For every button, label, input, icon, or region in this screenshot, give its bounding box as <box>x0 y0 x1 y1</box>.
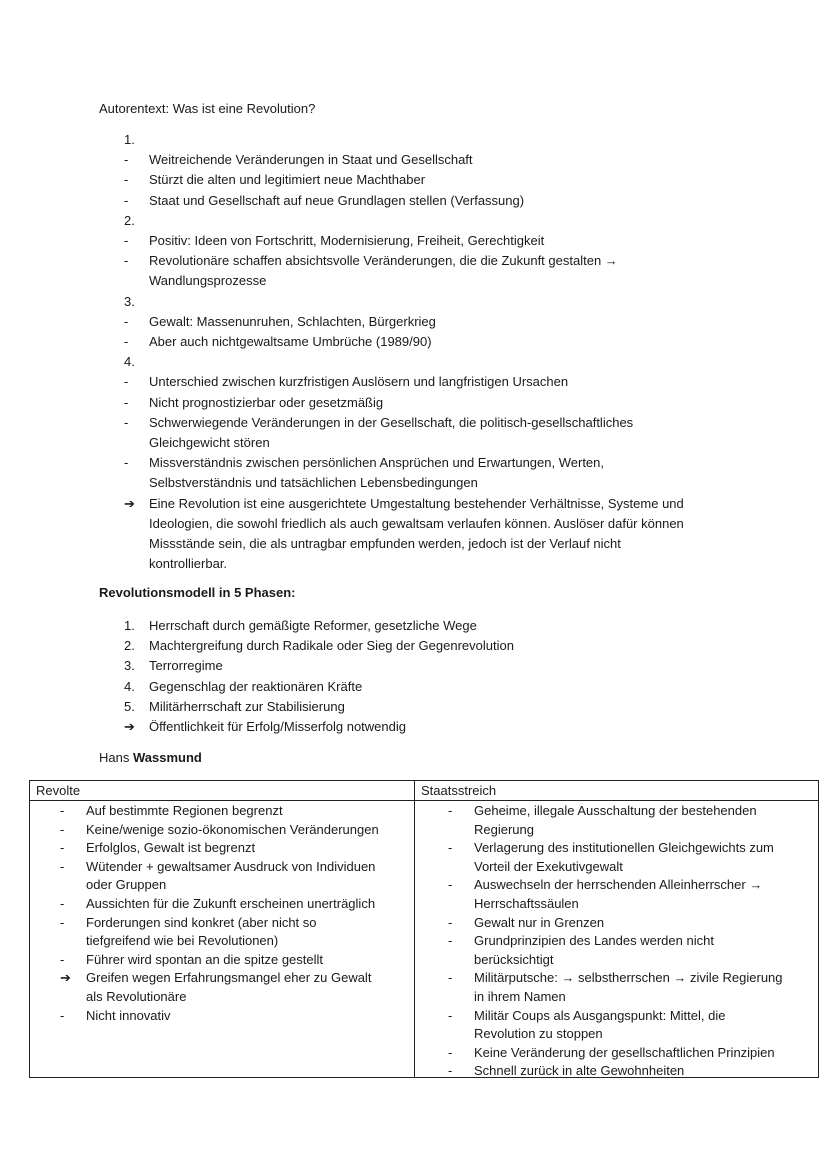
text-line: Revolutionäre schaffen absichtsvolle Veränderungen, die die Zukunft gestalten → <box>149 253 618 269</box>
table-item <box>30 802 414 821</box>
list-item <box>99 393 739 413</box>
text-line: Selbstverständnis und tatsächlichen Lebensbedingungen <box>149 475 478 491</box>
text-line: Auf bestimmte Regionen begrenzt <box>86 803 283 818</box>
table-item <box>30 969 414 1006</box>
table-item <box>415 802 818 839</box>
phase-item <box>99 717 739 737</box>
staatsstreich-items <box>415 801 818 1081</box>
list-item-text <box>149 413 739 453</box>
list-item <box>99 372 739 392</box>
text-line: Nicht prognostizierbar oder gesetzmäßig <box>149 394 384 410</box>
revolte-column <box>30 781 415 1077</box>
phases-list <box>99 616 739 737</box>
text-line: Ideologien, die sowohl friedlich als auch gewaltsam verlaufen können. Auslöser dafür können <box>149 515 684 531</box>
dash-marker: - <box>448 914 453 930</box>
list-item-text <box>149 312 739 332</box>
phase-text: Herrschaft durch gemäßigte Reformer, gesetzliche Wege <box>149 618 477 633</box>
dash-marker: - <box>124 253 129 269</box>
dash-marker: - <box>60 914 65 930</box>
table-item <box>415 932 818 969</box>
list-item-text <box>149 494 739 575</box>
list-item <box>99 413 739 453</box>
text-line: Gewalt nur in Grenzen <box>474 914 605 930</box>
page-title: Autorentext: Was ist eine Revolution? <box>99 101 316 116</box>
list-item-text <box>149 251 739 291</box>
text-line: Militärputsche: → selbstherrschen → zivile Regierung <box>474 970 783 986</box>
list-item-text <box>149 170 739 190</box>
list-item-text <box>149 393 739 413</box>
phase-number: 2. <box>124 638 135 654</box>
table-item-text <box>86 839 414 858</box>
table-item <box>30 914 414 951</box>
dash-marker: - <box>60 951 65 967</box>
phase-item <box>99 636 739 656</box>
text-line: Vorteil der Exekutivgewalt <box>474 858 623 874</box>
author-last-name: Wassmund <box>132 750 202 765</box>
dash-marker: - <box>60 895 65 911</box>
table-item-text <box>86 895 414 914</box>
table-item <box>415 914 818 933</box>
text-line: Gewalt: Massenunruhen, Schlachten, Bürgerkrieg <box>149 313 436 329</box>
phase-text: Machtergreifung durch Radikale oder Sieg der Gegenrevolution <box>149 638 514 654</box>
text-line: Herrschaftssäulen <box>474 895 579 911</box>
staatsstreich-header: Staatsstreich <box>415 781 818 801</box>
text-line: Geheime, illegale Ausschaltung der bestehenden <box>474 803 757 818</box>
list-item-text <box>149 453 739 493</box>
table-item-text <box>86 821 414 840</box>
dash-marker: - <box>124 233 129 249</box>
section-number: 2. <box>124 212 135 228</box>
table-item <box>415 839 818 876</box>
list-item-text <box>149 191 739 211</box>
phase-text: Militärherrschaft zur Stabilisierung <box>149 698 345 714</box>
arrow-icon: ➔ <box>124 495 135 511</box>
phases-heading: Revolutionsmodell in 5 Phasen: <box>99 585 296 600</box>
list-item <box>99 170 739 190</box>
section-number: 3. <box>124 293 135 309</box>
table-item <box>415 1044 818 1063</box>
text-line: Wütender + gewaltsamer Ausdruck von Individuen <box>86 858 376 874</box>
revolte-header: Revolte <box>30 781 414 801</box>
text-line: Keine Veränderung der gesellschaftlichen Prinzipien <box>474 1044 775 1060</box>
text-line: Erfolglos, Gewalt ist begrenzt <box>86 840 256 856</box>
list-item <box>99 150 739 170</box>
phase-text: Gegenschlag der reaktionären Kräfte <box>149 678 363 694</box>
list-item <box>99 191 739 211</box>
phase-number: 3. <box>124 658 135 674</box>
text-line: Weitreichende Veränderungen in Staat und Gesellschaft <box>149 152 473 168</box>
dash-marker: - <box>448 877 453 893</box>
text-line: Eine Revolution ist eine ausgerichtete Umgestaltung bestehender Verhältnisse, Systeme und <box>149 495 684 511</box>
arrow-icon: ➔ <box>124 719 135 735</box>
table-item-text <box>474 839 818 876</box>
arrow-icon: ➔ <box>60 970 71 986</box>
table-item-text <box>474 932 818 969</box>
text-line: Aber auch nichtgewaltsame Umbrüche (1989/90) <box>149 334 432 350</box>
text-line: Verlagerung des institutionellen Gleichgewichts zum <box>474 840 774 856</box>
phase-item <box>99 616 739 636</box>
table-item-text <box>474 914 818 933</box>
text-line: Wandlungsprozesse <box>149 273 267 289</box>
list-item-text <box>149 372 739 392</box>
conclusion-item <box>99 494 739 575</box>
table-item-text <box>86 1007 414 1026</box>
text-line: Führer wird spontan an die spitze gestellt <box>86 951 324 967</box>
text-line: Militär Coups als Ausgangspunkt: Mittel, die <box>474 1007 726 1023</box>
text-line: Grundprinzipien des Landes werden nicht <box>474 933 714 949</box>
text-line: Greifen wegen Erfahrungsmangel eher zu Gewalt <box>86 970 372 986</box>
text-line: als Revolutionäre <box>86 988 187 1004</box>
table-item-text <box>86 914 414 951</box>
list-item <box>99 312 739 332</box>
table-item <box>415 969 818 1006</box>
list-item-text <box>149 332 739 352</box>
section-number: 1. <box>124 132 135 147</box>
text-line: kontrollierbar. <box>149 556 228 572</box>
text-line: Aussichten für die Zukunft erscheinen unerträglich <box>86 895 376 911</box>
dash-marker: - <box>124 172 129 188</box>
section-number: 4. <box>124 354 135 370</box>
list-item <box>99 332 739 352</box>
text-line: Schwerwiegende Veränderungen in der Gesellschaft, die politisch-gesellschaftliches <box>149 414 634 430</box>
table-item <box>30 821 414 840</box>
dash-marker: - <box>448 933 453 949</box>
dash-marker: - <box>60 840 65 856</box>
text-line: Gleichgewicht stören <box>149 435 270 451</box>
dash-marker: - <box>448 840 453 856</box>
list-item <box>99 231 739 251</box>
table-item-text <box>86 858 414 895</box>
dash-marker: - <box>448 803 453 818</box>
author-line <box>99 749 202 767</box>
dash-marker: - <box>124 374 129 390</box>
list-item-text <box>149 150 739 170</box>
text-line: Revolution zu stoppen <box>474 1026 603 1042</box>
text-line: oder Gruppen <box>86 877 167 893</box>
dash-marker: - <box>124 313 129 329</box>
table-item-text <box>474 1062 818 1081</box>
text-line: Keine/wenige sozio-ökonomischen Veränderungen <box>86 821 379 837</box>
table-item <box>30 951 414 970</box>
table-item <box>415 1007 818 1044</box>
phase-item <box>99 697 739 717</box>
text-line: Forderungen sind konkret (aber nicht so <box>86 914 317 930</box>
text-line: Missverständnis zwischen persönlichen Ansprüchen und Erwartungen, Werten, <box>149 455 604 471</box>
dash-marker: - <box>60 858 65 874</box>
table-item <box>30 895 414 914</box>
phase-item <box>99 677 739 697</box>
text-line: in ihrem Namen <box>474 988 566 1004</box>
dash-marker: - <box>124 455 129 471</box>
text-line: Nicht innovativ <box>86 1007 171 1023</box>
dash-marker: - <box>448 1063 453 1079</box>
phase-number: 4. <box>124 678 135 694</box>
phase-text: Öffentlichkeit für Erfolg/Misserfolg notwendig <box>149 719 406 735</box>
comparison-table <box>29 780 819 1078</box>
text-line: tiefgreifend wie bei Revolutionen) <box>86 933 279 949</box>
text-line: Positiv: Ideen von Fortschritt, Modernisierung, Freiheit, Gerechtigkeit <box>149 233 545 249</box>
dash-marker: - <box>124 414 129 430</box>
dash-marker: - <box>60 803 65 818</box>
staatsstreich-column <box>415 781 818 1077</box>
text-line: Staat und Gesellschaft auf neue Grundlagen stellen (Verfassung) <box>149 192 525 208</box>
list-item-text <box>149 231 739 251</box>
list-item <box>99 453 739 493</box>
table-item-text <box>474 1007 818 1044</box>
table-item-text <box>474 876 818 913</box>
table-item <box>30 858 414 895</box>
table-item-text <box>474 802 818 839</box>
text-line: Unterschied zwischen kurzfristigen Auslösern und langfristigen Ursachen <box>149 374 569 390</box>
table-item <box>30 1007 414 1026</box>
table-item-text <box>86 951 414 970</box>
text-line: Schnell zurück in alte Gewohnheiten <box>474 1063 685 1079</box>
text-line: Stürzt die alten und legitimiert neue Machthaber <box>149 172 426 188</box>
phase-text: Terrorregime <box>149 658 223 674</box>
dash-marker: - <box>124 192 129 208</box>
table-item-text <box>474 1044 818 1063</box>
text-line: berücksichtigt <box>474 951 554 967</box>
text-line: Missstände sein, die als untragbar empfunden werden, jedoch ist der Verlauf nicht <box>149 536 621 552</box>
table-item <box>415 876 818 913</box>
dash-marker: - <box>124 394 129 410</box>
list-item <box>99 251 739 291</box>
text-line: Auswechseln der herrschenden Alleinherrscher → <box>474 877 763 893</box>
table-item-text <box>474 969 818 1006</box>
author-first-name: Hans <box>99 750 130 765</box>
table-item <box>415 1062 818 1081</box>
dash-marker: - <box>60 1007 65 1023</box>
table-item-text <box>86 802 414 821</box>
revolte-items <box>30 801 414 1025</box>
table-item-text <box>86 969 414 1006</box>
phase-number: 1. <box>124 618 135 633</box>
dash-marker: - <box>60 821 65 837</box>
dash-marker: - <box>124 334 129 350</box>
definition-list <box>99 130 739 574</box>
dash-marker: - <box>448 970 453 986</box>
table-item <box>30 839 414 858</box>
phase-number: 5. <box>124 698 135 714</box>
dash-marker: - <box>448 1007 453 1023</box>
phase-item <box>99 656 739 676</box>
dash-marker: - <box>124 152 129 168</box>
dash-marker: - <box>448 1044 453 1060</box>
text-line: Regierung <box>474 821 534 837</box>
